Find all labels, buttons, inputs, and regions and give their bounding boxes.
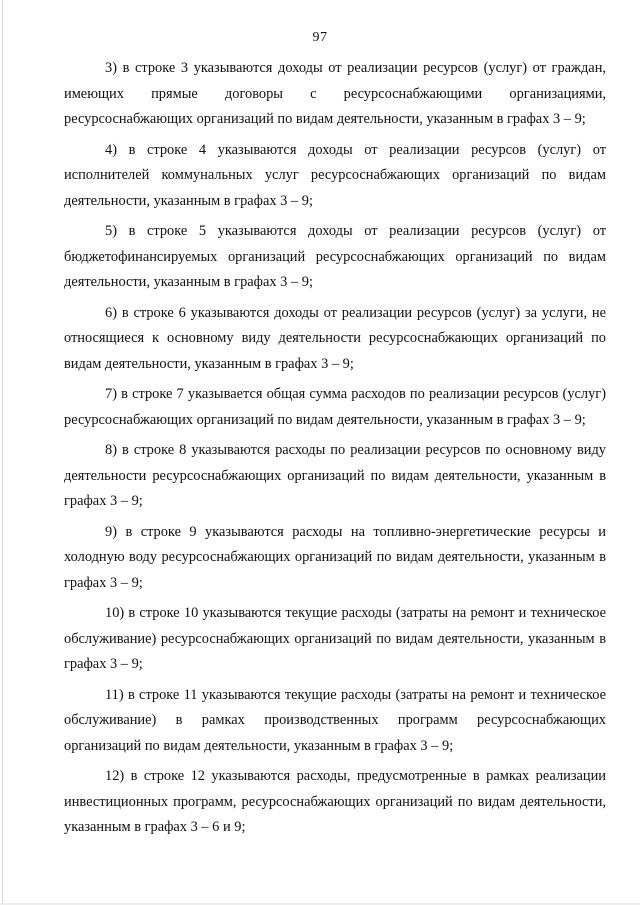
paragraph-item-7: 7) в строке 7 указывается общая сумма расходов по реализации ресурсов (услуг) ресурсоснабжающих организаций по видам деятельности, указанным в графах 3 – 9;	[64, 386, 606, 428]
paragraph-item-11: 11) в строке 11 указываются текущие расходы (затраты на ремонт и техническое обслуживание) в рамках производственных программ ресурсоснабжающих организаций по видам деятельности, указанным в графах 3 – 9;	[64, 686, 606, 754]
page-edge-line	[2, 0, 3, 905]
paragraph-item-12: 12) в строке 12 указываются расходы, предусмотренные в рамках реализации инвестиционных программ, ресурсоснабжающих организаций по видам деятельности, указанным в графах 3 – 6 и 9;	[64, 768, 606, 835]
paragraph-item-4: 4) в строке 4 указываются доходы от реализации ресурсов (услуг) от исполнителей коммунальных услуг ресурсоснабжающих организаций по видам деятельности, указанным в графах 3 – 9;	[64, 141, 606, 209]
paragraph-item-5: 5) в строке 5 указываются доходы от реализации ресурсов (услуг) от бюджетофинансируемых организаций ресурсоснабжающих организаций по видам деятельности, указанным в графах 3 – 9;	[64, 223, 606, 290]
document-body	[64, 56, 606, 846]
paragraph-item-6: 6) в строке 6 указываются доходы от реализации ресурсов (услуг) за услуги, не относящиеся к основному виду деятельности ресурсоснабжающих организаций по видам деятельности, указанным в графах 3 – 9;	[64, 304, 606, 372]
paragraph-item-9: 9) в строке 9 указываются расходы на топливно-энергетические ресурсы и холодную воду ресурсоснабжающих организаций по видам деятельности, указанным в графах 3 – 9;	[64, 523, 606, 591]
paragraph-item-10: 10) в строке 10 указываются текущие расходы (затраты на ремонт и техническое обслуживание) ресурсоснабжающих организаций по видам деятельности, указанным в графах 3 – 9;	[64, 605, 606, 672]
paragraph-item-3: 3) в строке 3 указываются доходы от реализации ресурсов (услуг) от граждан, имеющих прямые договоры с ресурсоснабжающими организациями, ресурсоснабжающих организаций по видам деятельности, указанным в графах 3 – 9;	[64, 60, 606, 127]
page-number: 97	[312, 30, 328, 45]
paragraph-item-8: 8) в строке 8 указываются расходы по реализации ресурсов по основному виду деятельности ресурсоснабжающих организаций по видам деятельности, указанным в графах 3 – 9;	[64, 442, 606, 509]
